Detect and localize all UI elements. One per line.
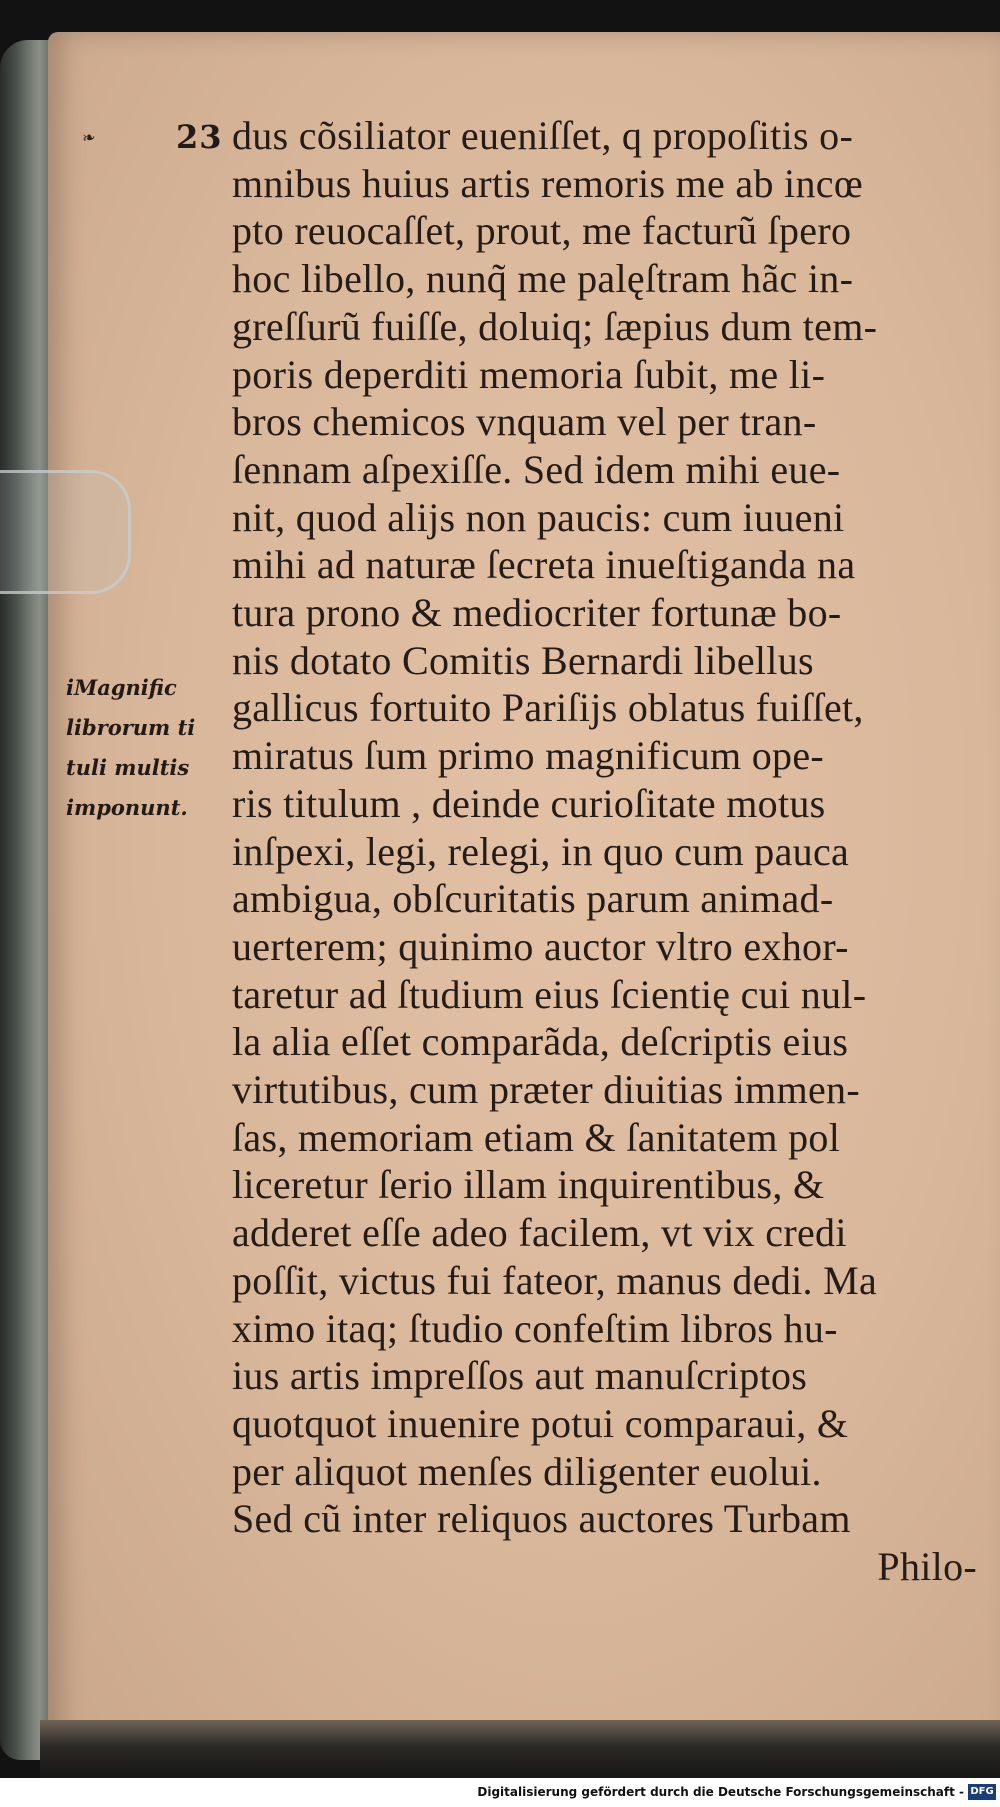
footer-credit: Digitalisierung gefördert durch die Deutsche Forschungsgemeinschaft - bbox=[477, 1785, 964, 1799]
text-line: uerterem; quinimo auctor vltro exhor- bbox=[232, 923, 849, 969]
text-line: inſpexi, legi, relegi, in quo cum pauca bbox=[232, 828, 850, 874]
text-line: nis dotato Comitis Bernardi libellus bbox=[232, 637, 814, 683]
book-bottom-edge bbox=[40, 1720, 1000, 1778]
text-line: bros chemicos vnquam vel per tran- bbox=[232, 399, 817, 445]
text-line: tura prono & mediocriter fortunæ bo- bbox=[232, 590, 842, 636]
text-line: ris titulum , deinde curioſitate motus bbox=[232, 780, 826, 826]
text-line: liceretur ſerio illam inquirentibus, & bbox=[232, 1162, 825, 1208]
text-line: virtutibus, cum præter diuitias immen- bbox=[232, 1067, 860, 1113]
body-text bbox=[232, 112, 977, 1591]
text-line: poris deperditi memoria ſubit, me li- bbox=[232, 351, 826, 397]
marginal-note bbox=[66, 668, 216, 828]
text-line: mihi ad naturæ ſecreta inueſtiganda na bbox=[232, 542, 856, 588]
text-line: la alia eſſet comparãda, deſcriptis eius bbox=[232, 1019, 849, 1065]
ornament-glyph: ❧ bbox=[80, 127, 97, 148]
marginal-note-line: imponunt. bbox=[66, 795, 188, 820]
text-line: taretur ad ſtudium eius ſcientię cui nul- bbox=[232, 971, 867, 1017]
text-line: pto reuocaſſet, prout, me facturũ ſpero bbox=[232, 208, 852, 254]
text-line: adderet eſſe adeo facilem, vt vix credi bbox=[232, 1210, 847, 1256]
text-line: hoc libello, nunq̃ me palęſtram hãc in- bbox=[232, 256, 854, 302]
text-line: ambigua, obſcuritatis parum animad- bbox=[232, 876, 834, 922]
text-line: mnibus huius artis remoris me ab incœ bbox=[232, 160, 864, 206]
marginal-note-line: iMagnific bbox=[66, 675, 177, 700]
text-line: greſſurũ fuiſſe, doluiq; ſæpius dum tem- bbox=[232, 303, 878, 349]
page-clip bbox=[0, 470, 131, 594]
dfg-logo: DFG bbox=[968, 1784, 996, 1800]
text-line: nit, quod alijs non paucis: cum iuueni bbox=[232, 494, 845, 540]
text-line: Sed cũ inter reliquos auctores Turbam bbox=[232, 1496, 851, 1542]
page-number: 23 bbox=[176, 118, 223, 156]
text-line: poſſit, victus fui fateor, manus dedi. Ma bbox=[232, 1257, 878, 1303]
marginal-note-line: librorum ti bbox=[66, 715, 196, 740]
marginal-note-line: tuli multis bbox=[66, 755, 190, 780]
digitization-footer bbox=[0, 1778, 1000, 1807]
text-line: ſennam aſpexiſſe. Sed idem mihi eue- bbox=[232, 446, 841, 492]
text-line: gallicus fortuito Pariſijs oblatus fuiſſet, bbox=[232, 685, 864, 731]
text-line: ius artis impreſſos aut manuſcriptos bbox=[232, 1353, 808, 1399]
text-line: dus cõsiliator eueniſſet, q propoſitis o- bbox=[232, 113, 854, 158]
text-line: quotquot inuenire potui comparaui, & bbox=[232, 1400, 849, 1446]
catchword: Philo- bbox=[877, 1544, 977, 1590]
text-line: miratus ſum primo magnificum ope- bbox=[232, 733, 825, 779]
text-line: ximo itaq; ſtudio confeſtim libros hu- bbox=[232, 1305, 838, 1351]
text-line: ſas, memoriam etiam & ſanitatem pol bbox=[232, 1114, 841, 1160]
text-line: per aliquot menſes diligenter euolui. bbox=[232, 1448, 822, 1494]
